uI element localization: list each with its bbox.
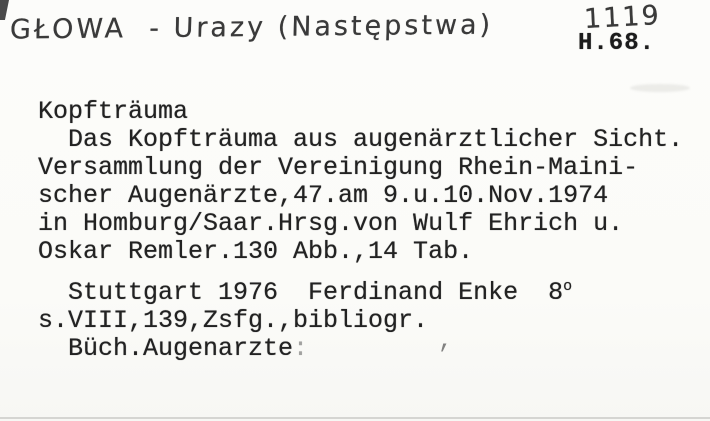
- statement-line: scher Augenärzte,47.am 9.u.10.Nov.1974: [38, 181, 609, 210]
- format-superscript: o: [563, 278, 573, 295]
- typed-entry: [38, 98, 710, 363]
- collation-line: s.VIII,139,Zsfg.,bibliogr.: [38, 306, 429, 335]
- publication-line: [38, 273, 710, 307]
- statement-line: Versammlung der Vereinigung Rhein-Maini-: [38, 153, 639, 182]
- statement-line: Oskar Remler.130 Abb.,14 Tab.: [38, 237, 474, 266]
- subject-heading-handwritten: GŁOWA - Urazy (Następstwa): [9, 9, 494, 46]
- scan-smudge: [630, 84, 690, 92]
- subtitle-line: Das Kopfträuma aus augenärztlicher Sicht.: [38, 125, 684, 154]
- publication-text: Stuttgart 1976 Ferdinand Enke 8: [38, 278, 564, 307]
- shelfmark: H.68.: [578, 30, 656, 57]
- accession-number: 1119: [583, 0, 662, 35]
- note-text: Büch.Augenarzte: [38, 334, 294, 363]
- statement-line: in Homburg/Saar.Hrsg.von Wulf Ehrich u.: [38, 209, 624, 238]
- stray-comma-mark: ,: [438, 326, 454, 355]
- note-line: [38, 335, 710, 363]
- title-line: Kopfträuma: [38, 97, 189, 126]
- note-erased-mark: :: [293, 334, 309, 363]
- scan-bottom-edge: [0, 417, 710, 419]
- scan-corner-artifact: [0, 0, 9, 20]
